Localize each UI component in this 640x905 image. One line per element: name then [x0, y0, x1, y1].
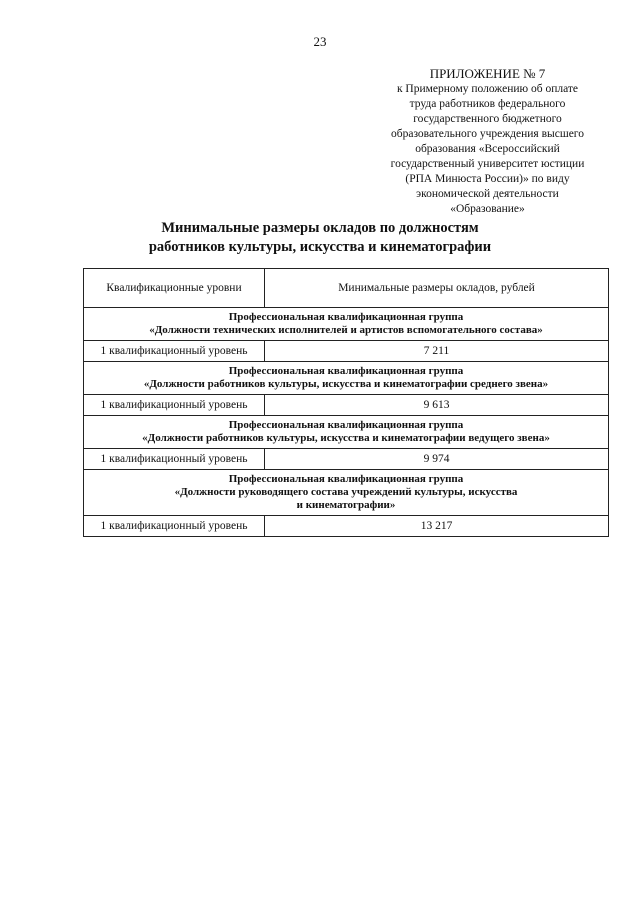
group-heading-line: «Должности работников культуры, искусства и кинематографии ведущего звена» [142, 432, 550, 444]
salary-value-cell: 9 613 [265, 395, 609, 416]
group-heading-line: Профессиональная квалификационная группа [228, 311, 464, 323]
group-heading [84, 362, 609, 395]
header-qualification-levels: Квалификационные уровни [84, 269, 265, 308]
table-row [84, 516, 609, 537]
table-row [84, 449, 609, 470]
appendix-line: к Примерному положению об оплате [396, 83, 579, 95]
group-row [84, 362, 609, 395]
appendix-line: государственного бюджетного [413, 113, 562, 125]
header-minimum-salary: Минимальные размеры окладов, рублей [265, 269, 609, 308]
document-title [0, 219, 640, 257]
group-row [84, 308, 609, 341]
appendix-line: образовательного учреждения высшего [390, 128, 584, 140]
table-header-row [84, 269, 609, 308]
group-heading [84, 470, 609, 516]
appendix-line: (РПА Минюста России)» по виду [405, 173, 570, 185]
level-cell: 1 квалификационный уровень [84, 395, 265, 416]
appendix-line: государственный университет юстиции [390, 158, 585, 170]
level-cell: 1 квалификационный уровень [84, 516, 265, 537]
group-heading-line: «Должности руководящего состава учреждений культуры, искусства [174, 486, 518, 498]
salary-table [83, 268, 609, 537]
group-heading-line: Профессиональная квалификационная группа [228, 365, 464, 377]
table-row [84, 395, 609, 416]
salary-value-cell: 9 974 [265, 449, 609, 470]
salary-value-cell: 7 211 [265, 341, 609, 362]
group-heading-line: Профессиональная квалификационная группа [228, 473, 464, 485]
group-heading [84, 416, 609, 449]
page-number: 23 [313, 34, 327, 49]
document-title-line-1: Минимальные размеры окладов по должностям [161, 220, 479, 236]
salary-value-cell: 13 217 [265, 516, 609, 537]
level-cell: 1 квалификационный уровень [84, 341, 265, 362]
group-heading-line: и кинематографии» [296, 499, 396, 511]
group-heading-line: Профессиональная квалификационная группа [228, 419, 464, 431]
table-row [84, 341, 609, 362]
appendix-line: труда работников федерального [409, 98, 566, 110]
appendix-line: «Образование» [450, 203, 525, 215]
appendix-title: ПРИЛОЖЕНИЕ № 7 [429, 66, 546, 81]
group-heading-line: «Должности технических исполнителей и артистов вспомогательного состава» [149, 324, 543, 336]
appendix-header [380, 66, 595, 217]
appendix-line: образования «Всероссийский [415, 143, 560, 155]
group-row [84, 416, 609, 449]
group-row [84, 470, 609, 516]
group-heading [84, 308, 609, 341]
appendix-line: экономической деятельности [416, 188, 559, 200]
group-heading-line: «Должности работников культуры, искусства и кинематографии среднего звена» [143, 378, 549, 390]
level-cell: 1 квалификационный уровень [84, 449, 265, 470]
document-title-line-2: работников культуры, искусства и кинематографии [148, 239, 492, 255]
